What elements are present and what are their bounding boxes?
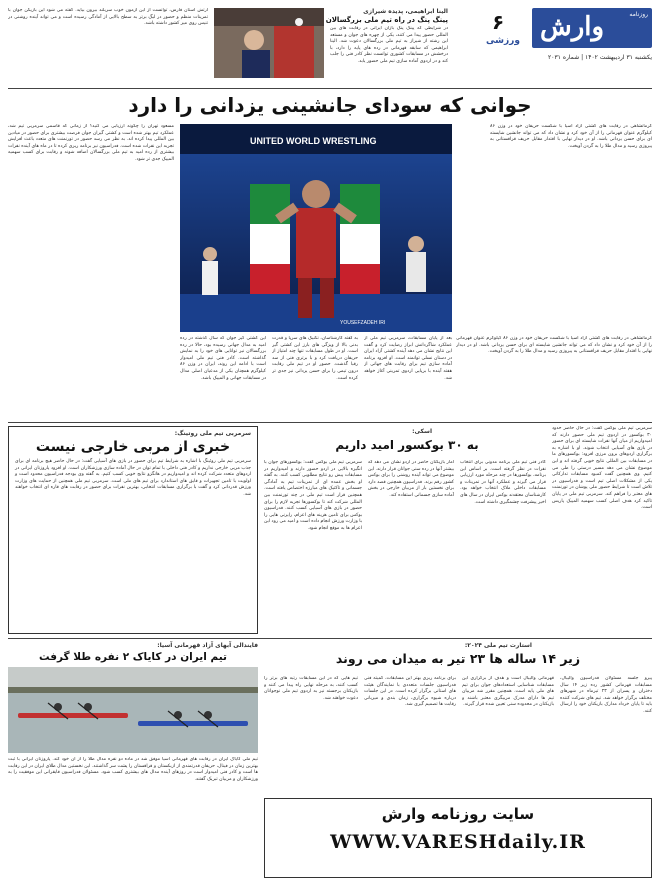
brand-logo <box>532 8 652 48</box>
rowing-kicker: سرمربی تیم ملی روتینگ: <box>174 430 251 437</box>
volleyball-col-3: برای برنامه ریزی بهتر این مسابقات، کمیته فنی فدراسیون جلسات متعددی با نمایندگان هیئت های استانی برگزار کرده است. در این جلسات درباره شیوه برگزاری، زمان بندی و میزبانی رقابت ها تصمیم گیری شد. <box>364 676 456 708</box>
kayak-kicker: فایندالی آبهای آزاد قهرمانی آسیا: <box>157 642 258 649</box>
main-story-col-1: کرمانشاهی در رقابت های کشتی آزاد آسیا با شکست حریفان خود در وزن ۸۶ کیلوگرم عنوان قهرمانی را از آن خود کرد و نشان داد که می تواند جانشین شایسته ای برای حسن یزدانی باشد. او در دیدار نهایی با اقتدار مقابل حریف قزاقستانی به پیروزی رسید و مدال طلا را به گردن آویخت. <box>490 124 652 149</box>
top-story <box>214 8 448 78</box>
page-number: ۶ <box>492 10 505 34</box>
banner-title: سایت روزنامه وارش <box>381 805 535 823</box>
issue-line: یکشنبه ۳۱ اردیبهشت ۱۴۰۲ | شماره ۲۰۳۱ <box>548 54 652 61</box>
boxing-col-4: سرمربی تیم ملی بوکس گفت: بوکسورهای جوان با انگیزه بالایی در اردو حضور دارند و امیدواریم در مسابقات پیش رو نتایج مطلوبی کسب کنند. به گفته او بخش عمده ای از تمرینات تیم به آمادگی جسمانی و تاکتیک های مبارزه اختصاص یافته است. همچنین قرار است تیم ملی در چند تورنمنت بین المللی شرکت کند تا بوکسورها تجربه لازم را برای حضور در بازی های آسیایی کسب کنند. فدراسیون بوکس برای تامین هزینه های اعزام، رایزنی هایی را با وزارت ورزش انجام داده است و امید می رود این اعزام ها به موقع انجام شود. <box>264 460 362 531</box>
top-left-column: ارتش استان فارس، توانست از این آزمون خوب سربلند بیرون بیاید. گفته می شود این بازیکن جوان با تمرینات منظم و حضور در لیگ برتر به سطح بالایی از آمادگی رسیده است و می تواند آینده روشنی در تنیس روی میز کشور داشته باشد. <box>8 8 208 27</box>
volleyball-headline: زیر ۱۴ ساله ها ۲۳ تیر به میدان می روند <box>335 651 581 666</box>
top-story-body: در شرایطی که پینگ پنگ بازان ایرانی در رقابت های بین المللی حضور پیدا می کنند، یکی از چهره های جوان و مستعد این رشته از شیراز به تیم ملی بزرگسالان دعوت شد. الینا ابراهیمی که سابقه قهرمانی در رده های پایه را دارد، با درخشش در مسابقات کشوری توانست نظر کادر فنی را جلب کند و در اردوی آماده سازی تیم ملی حضور یابد. <box>330 26 448 64</box>
kayak-headline: تیم ایران در کایاک ۲ نفره طلا گرفت <box>39 651 227 663</box>
kayak-photo <box>8 667 258 753</box>
volleyball-kicker: استارت تیم ملی ۲۰۲۴: <box>464 642 532 649</box>
main-story-col-4: بعد از پایان مسابقات، سرمربی تیم ملی از عملکرد شاگردانش ابراز رضایت کرد و گفت این نتایج نشان می دهد آینده کشتی آزاد ایران در دستان نسلی توانمند است. او افزود برنامه آماده سازی تیم برای رقابت های جهانی از هفته آینده با برپایی اردوی تمرینی آغاز خواهد شد. <box>364 336 452 381</box>
divider <box>8 422 652 423</box>
rowing-body: سرمربی تیم ملی روئینگ با اشاره به شرایط تیم برای حضور در بازی های آسیایی گفت: در حال حاضر هیچ برنامه ای برای جذب مربی خارجی نداریم و کادر فنی داخلی با تمام توان در حال آماده سازی ورزشکاران است. او افزود پاروزنان ایرانی در اردوهای متعدد شرکت کرده اند و امیدواریم در هانگژو نتایج خوبی کسب کنیم. به گفته وی بودجه فدراسیون محدود است و اولویت با تامین تجهیزات و قایق های استاندارد برای تیم های ملی است. سرمربی تیم ملی همچنین از حمایت های وزارت ورزش قدردانی کرد و گفت با برگزاری مسابقات انتخابی، بهترین نفرات برای حضور در رقابت های قاره ای انتخاب خواهند شد. <box>15 459 251 497</box>
main-story-col-2: این کشتی گیر جوان که سال گذشته در رده امید به مدال جهانی رسیده بود، حالا در رده بزرگسالان نیز توانایی های خود را به نمایش گذاشته است. کادر فنی تیم ملی امیدوار است با ادامه این روند، ایران در وزن ۸۶ کیلوگرم همچنان یکی از مدعیان اصلی مدال در مسابقات جهانی و المپیک باشد. <box>180 336 266 381</box>
brand-prefix: روزنامه <box>629 11 648 18</box>
boxing-col-1: سرمربی تیم ملی بوکس گفت: در حال حاضر حدود ۳۰ بوکسور در اردوی تیم ملی حضور دارند که امیدواریم از میان آنها نفرات شایسته ای برای حضور در بازی های آسیایی انتخاب شوند. او با اشاره به برگزاری اردوهای برون مرزی افزود: بوکسورهای ما در مسابقات بین المللی نتایج خوبی گرفته اند و این موضوع نشان می دهد مسیر درستی را طی می کنیم. وی همچنین گفت کمبود مسابقات تدارکاتی یکی از مشکلات اصلی تیم است و فدراسیون در تلاش است تا شرایط حضور ملی پوشان در تورنمنت های معتبر را فراهم کند. سرمربی تیم ملی در پایان تاکید کرد هدف اصلی کسب سهمیه المپیک پاریس است. <box>552 426 652 511</box>
main-headline: جوانی که سودای جانشینی یزدانی را دارد <box>128 93 532 117</box>
brand-name: وارش <box>540 12 605 42</box>
divider <box>8 638 652 639</box>
section-name: ورزشی <box>486 36 520 46</box>
main-story-col-5: مسعود تهران را چگونه ارزیابی می کنید؟ از زمانی که قاسمی سرمربی تیم شد، عملکرد تیم بهتر شده است و کشتی گیران جوان فرصت بیشتری برای حضور در میادین بین المللی پیدا کرده اند. به نظر می رسد حضور در تورنمنت های متعدد باعث افزایش تجربه این نفرات شده است. فدراسیون نیز برنامه ریزی کرده تا در ماه های آینده نفرات بیشتری از رده امید به تیم ملی بزرگسالان اضافه شوند و رقابت برای کسب سهمیه المپیک جدی تر شود. <box>8 124 174 162</box>
website-banner <box>264 798 652 878</box>
main-story-col-1b: کرمانشاهی در رقابت های کشتی آزاد آسیا با شکست حریفان خود در وزن ۸۶ کیلوگرم عنوان قهرمانی را از آن خود کرد و نشان داد که می تواند جانشین شایسته ای برای حسن یزدانی باشد. او در دیدار نهایی با اقتدار مقابل حریف قزاقستانی به پیروزی رسید و مدال طلا را به گردن آویخت. <box>456 336 652 355</box>
boxing-headline: به ۳۰ بوکسور امید داریم <box>335 438 479 452</box>
masthead <box>452 8 652 68</box>
volleyball-col-4: تیم هایی که در این مسابقات رتبه های برتر را کسب کنند، به مرحله نهایی راه پیدا می کنند و بازیکنان برجسته نیز به اردوی تیم ملی نوجوانان دعوت خواهند شد. <box>264 676 358 701</box>
volleyball-col-1: پیرو جلسه مسئولان فدراسیون والیبال، مسابقات قهرمانی کشور رده زیر ۱۴ سال دختران و پسران از ۲۳ تیرماه در شهرهای مختلف برگزار خواهد شد. تیم های شرکت کننده باید تا پایان خرداد مدارک بازیکنان خود را ارسال کنند. <box>560 676 652 714</box>
kayak-image <box>8 667 258 753</box>
volleyball-story <box>264 642 652 792</box>
wrestler-photo <box>180 124 452 332</box>
banner-url[interactable]: WWW.VARESHdaily.IR <box>330 831 586 853</box>
main-photo <box>180 124 452 332</box>
top-story-headline: پینگ پنگ در راه تیم ملی بزرگسالان <box>325 16 448 24</box>
boxing-kicker: اسکی: <box>412 428 432 435</box>
pingpong-photo <box>214 8 324 78</box>
divider <box>8 88 652 89</box>
photo-banner-text: UNITED WORLD WRESTLING <box>250 136 377 146</box>
boxing-story <box>264 426 652 634</box>
rowing-headline: خبری از مربی خارجی نیست <box>35 439 231 455</box>
photo-name-tag: YOUSEFZADEH IRI <box>340 320 386 326</box>
kayak-story <box>8 642 258 872</box>
top-story-kicker: الینا ابراهیمی، پدیده شیرازی <box>363 8 448 15</box>
boxing-col-2: کادر فنی تیم ملی برنامه مدونی برای انتخاب نفرات در نظر گرفته است. بر اساس این برنامه، بوکسورها در چند مرحله مورد ارزیابی قرار می گیرند و عملکرد آنها در تمرینات و مسابقات داخلی ملاک انتخاب خواهد بود. کارشناسان معتقدند بوکس ایران در سال های اخیر پیشرفت چشمگیری داشته است. <box>460 460 546 505</box>
kayak-body: تیم ملی کایاک ایران در رقابت های قهرمانی آسیا موفق شد در ماده دو نفره مدال طلا را از آن خود کند. پاروزنان ایرانی با ثبت بهترین زمان در فینال، حریفان قدرتمندی از ازبکستان و قزاقستان را پشت سر گذاشتند. این نخستین مدال طلای ایران در این رقابت ها است و کادر فنی امیدوار است در روزهای آینده مدال های بیشتری کسب شود. مسئولان فدراسیون قایقرانی این موفقیت را به ورزشکاران و مربیان تبریک گفتند. <box>8 757 258 782</box>
main-story-col-3: به گفته کارشناسان، تکنیک های سرپا و قدرت بدنی بالا از ویژگی های بارز این کشتی گیر است. او در طول مسابقات تنها چند امتیاز از حریفان دریافت کرد و با برتری فنی از سد رقبا گذشت. حضور او در تیم ملی رقابت درون تیمی را برای حسن یزدانی نیز جدی تر کرده است. <box>272 336 358 381</box>
boxing-col-3: آمار بازیکنان حاضر در اردو نشان می دهد که بیشتر آنها در رده سنی جوانان قرار دارند. این موضوع می تواند آینده روشنی را برای بوکس کشور رقم بزند. فدراسیون همچنین قصد دارد برای نخستین بار از مربیان خارجی در بخش آماده سازی جسمانی استفاده کند. <box>368 460 454 498</box>
top-story-photo <box>214 8 324 78</box>
rowing-box <box>8 426 258 634</box>
volleyball-col-2: قهرمانی والیبال است و هدف از برگزاری این مسابقات شناسایی استعدادهای جوان برای تیم های ملی پایه است. همچنین مقرر شد مربیان تیم ها دارای مدرک مربیگری معتبر باشند و بازیکنان در محدوده سنی تعیین شده قرار گیرند. <box>462 676 554 708</box>
